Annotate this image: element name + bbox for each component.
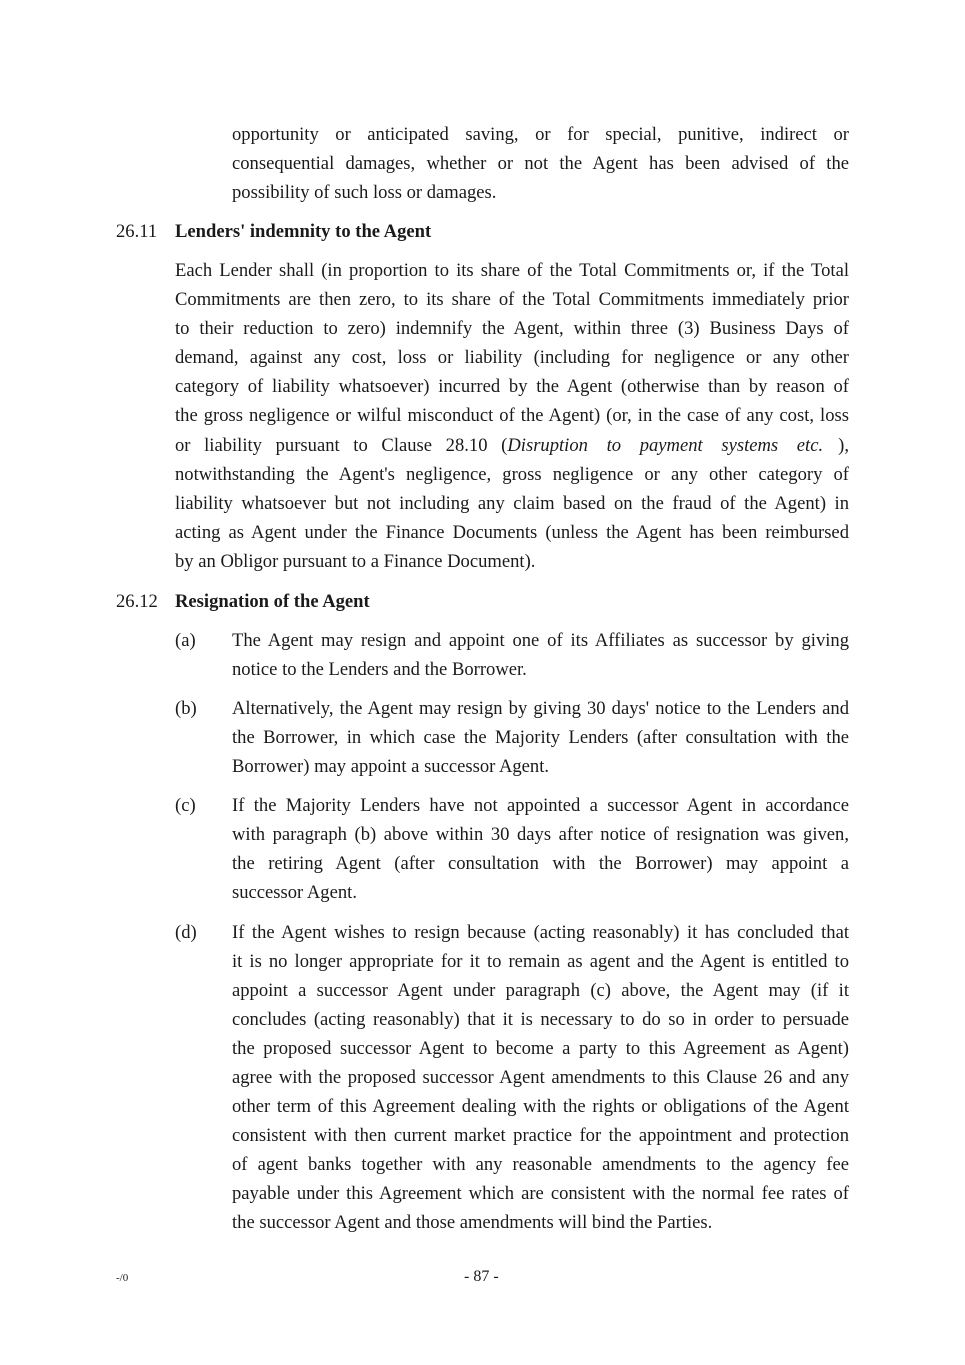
intro-line: consequential damages, whether or not the Agent has been advised of the: [232, 153, 849, 174]
clause-reference: [507, 435, 849, 457]
paragraph-line: consistent with then current market practice for the appointment and protection: [232, 1125, 849, 1146]
section-title: Resignation of the Agent: [175, 591, 370, 612]
body-line: to their reduction to zero) indemnify the Agent, within three (3) Business Days of: [175, 318, 849, 339]
body-text: or liability pursuant to Clause 28.10 (: [175, 435, 508, 456]
body-line: category of liability whatsoever) incurred by the Agent (otherwise than by reason of: [175, 376, 849, 397]
italic-reference: Disruption to payment systems etc.: [507, 435, 824, 456]
body-line: Each Lender shall (in proportion to its share of the Total Commitments or, if the Total: [175, 260, 849, 281]
paragraph-marker: (c): [175, 795, 196, 816]
paragraph-line: If the Majority Lenders have not appointed a successor Agent in accordance: [232, 795, 849, 816]
body-line: liability whatsoever but not including any claim based on the fraud of the Agent) in: [175, 493, 849, 514]
paragraph-line: of agent banks together with any reasonable amendments to the agency fee: [232, 1154, 849, 1175]
paragraph-line: successor Agent.: [232, 882, 357, 903]
paragraph-line: the retiring Agent (after consultation with the Borrower) may appoint a: [232, 853, 849, 874]
paragraph-line: with paragraph (b) above within 30 days after notice of resignation was given,: [232, 824, 849, 845]
paragraph-line: concludes (acting reasonably) that it is necessary to do so in order to persuade: [232, 1009, 849, 1030]
footer-reference: -/0: [116, 1272, 129, 1284]
body-line: Commitments are then zero, to its share of the Total Commitments immediately prior: [175, 289, 849, 310]
paragraph-line: appoint a successor Agent under paragraph (c) above, the Agent may (if it: [232, 980, 849, 1001]
section-number: 26.12: [116, 591, 158, 612]
paragraph-line: If the Agent wishes to resign because (acting reasonably) it has concluded that: [232, 922, 849, 943]
paragraph-line: the proposed successor Agent to become a party to this Agreement as Agent): [232, 1038, 849, 1059]
body-line: notwithstanding the Agent's negligence, gross negligence or any other category of: [175, 464, 849, 485]
body-line: the gross negligence or wilful misconduct of the Agent) (or, in the case of any cost, loss: [175, 405, 849, 426]
section-title: Lenders' indemnity to the Agent: [175, 221, 432, 242]
paragraph-marker: (d): [175, 922, 197, 943]
paragraph-line: notice to the Lenders and the Borrower.: [232, 659, 527, 680]
paragraph-marker: (b): [175, 698, 197, 719]
body-line-with-reference: [175, 435, 849, 457]
paragraph-line: other term of this Agreement dealing with the rights or obligations of the Agent: [232, 1096, 849, 1117]
paragraph-marker: (a): [175, 630, 196, 651]
paragraph-line: the successor Agent and those amendments will bind the Parties.: [232, 1212, 713, 1233]
paragraph-line: it is no longer appropriate for it to remain as agent and the Agent is entitled to: [232, 951, 849, 972]
page-number: - 87 -: [464, 1268, 499, 1285]
intro-line: possibility of such loss or damages.: [232, 182, 497, 203]
paragraph-line: The Agent may resign and appoint one of its Affiliates as successor by giving: [232, 630, 849, 651]
body-line: acting as Agent under the Finance Documents (unless the Agent has been reimbursed: [175, 522, 849, 543]
paragraph-line: Borrower) may appoint a successor Agent.: [232, 756, 550, 777]
body-line: demand, against any cost, loss or liability (including for negligence or any other: [175, 347, 849, 368]
paragraph-line: payable under this Agreement which are consistent with the normal fee rates of: [232, 1183, 849, 1204]
intro-line: opportunity or anticipated saving, or for special, punitive, indirect or: [232, 124, 849, 145]
section-number: 26.11: [116, 221, 158, 242]
paragraph-line: the Borrower, in which case the Majority Lenders (after consultation with the: [232, 727, 849, 748]
body-line: by an Obligor pursuant to a Finance Document).: [175, 551, 536, 572]
paragraph-line: agree with the proposed successor Agent amendments to this Clause 26 and any: [232, 1067, 849, 1088]
paragraph-line: Alternatively, the Agent may resign by giving 30 days' notice to the Lenders and: [232, 698, 849, 719]
reference-suffix: ),: [838, 435, 849, 456]
